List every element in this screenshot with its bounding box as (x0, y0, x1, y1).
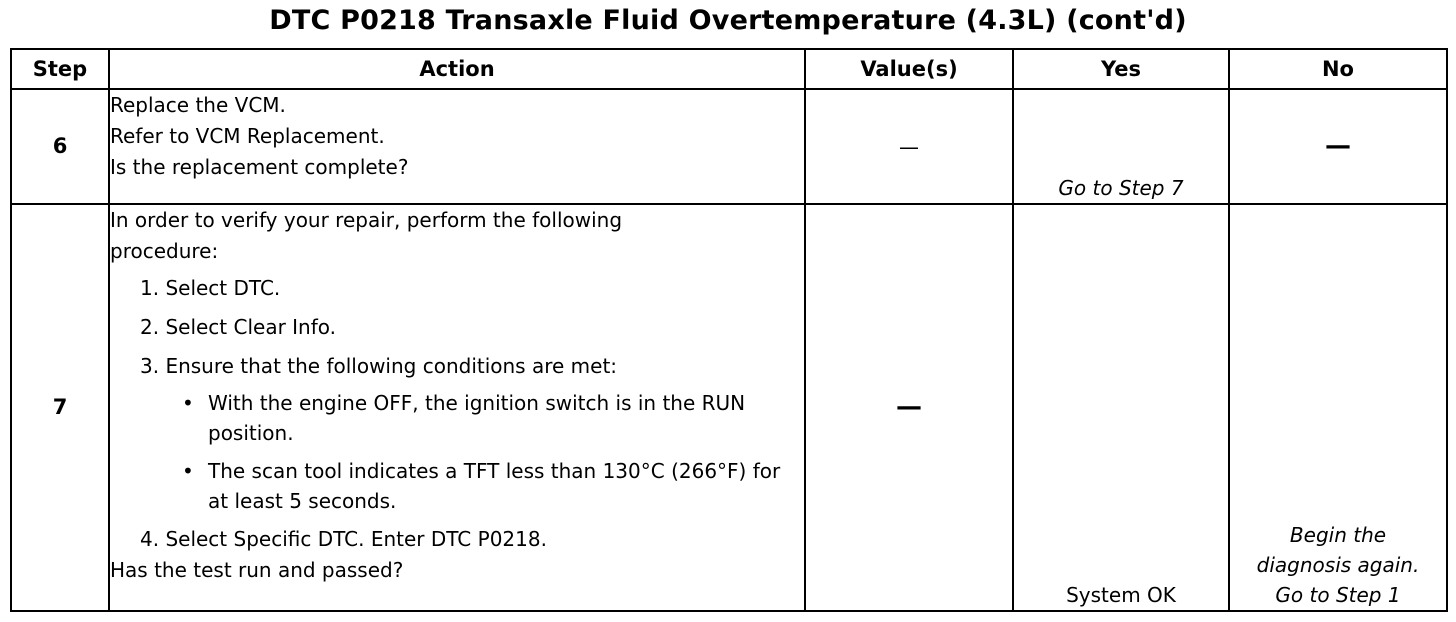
header-no: No (1229, 49, 1447, 89)
bullet-item (110, 456, 804, 516)
header-values: Value(s) (805, 49, 1013, 89)
bullet-icon: • (182, 390, 194, 415)
header-step: Step (11, 49, 109, 89)
yes-cell: Go to Step 7 (1013, 89, 1229, 204)
action-line: Is the replacement complete? (110, 155, 409, 179)
action-intro: In order to verify your repair, perform the following procedure: (110, 207, 623, 263)
table-header-row (11, 49, 1447, 89)
value-dash: — (896, 392, 922, 423)
bullet-icon: • (182, 458, 194, 483)
procedure-item: 2. Select Clear Info. (140, 314, 337, 339)
value-cell (805, 204, 1013, 611)
no-cell (1229, 89, 1447, 204)
procedure-item: 1. Select DTC. (140, 275, 281, 300)
bullet-text: With the engine OFF, the ignition switch is in the RUN position. (208, 390, 746, 445)
no-line: diagnosis again. (1256, 553, 1420, 577)
header-action: Action (109, 49, 805, 89)
no-line: Begin the (1289, 523, 1387, 547)
action-cell (109, 204, 805, 611)
dtc-table (10, 48, 1448, 612)
value-cell (805, 89, 1013, 204)
header-yes: Yes (1013, 49, 1229, 89)
value-dash: — (899, 135, 919, 160)
step-number: 6 (11, 89, 109, 204)
action-cell (109, 89, 805, 204)
no-dash: — (1325, 131, 1351, 162)
yes-cell: System OK (1013, 204, 1229, 611)
no-cell (1229, 204, 1447, 611)
step-number: 7 (11, 204, 109, 611)
bullet-text: The scan tool indicates a TFT less than 130°C (266°F) for at least 5 seconds. (208, 458, 781, 513)
action-line: Replace the VCM. (110, 93, 286, 117)
bullet-item (110, 388, 804, 448)
table-row-step-7 (11, 204, 1447, 611)
action-line: Refer to VCM Replacement. (110, 124, 385, 148)
procedure-item: 3. Ensure that the following conditions are met: (140, 353, 618, 378)
no-line: Go to Step 1 (1275, 583, 1401, 607)
page-title: DTC P0218 Transaxle Fluid Overtemperature (4.3L) (cont'd) (269, 5, 1187, 36)
procedure-item: 4. Select Specific DTC. Enter DTC P0218. (140, 526, 547, 551)
table-row-step-6 (11, 89, 1447, 204)
action-question: Has the test run and passed? (110, 557, 404, 582)
